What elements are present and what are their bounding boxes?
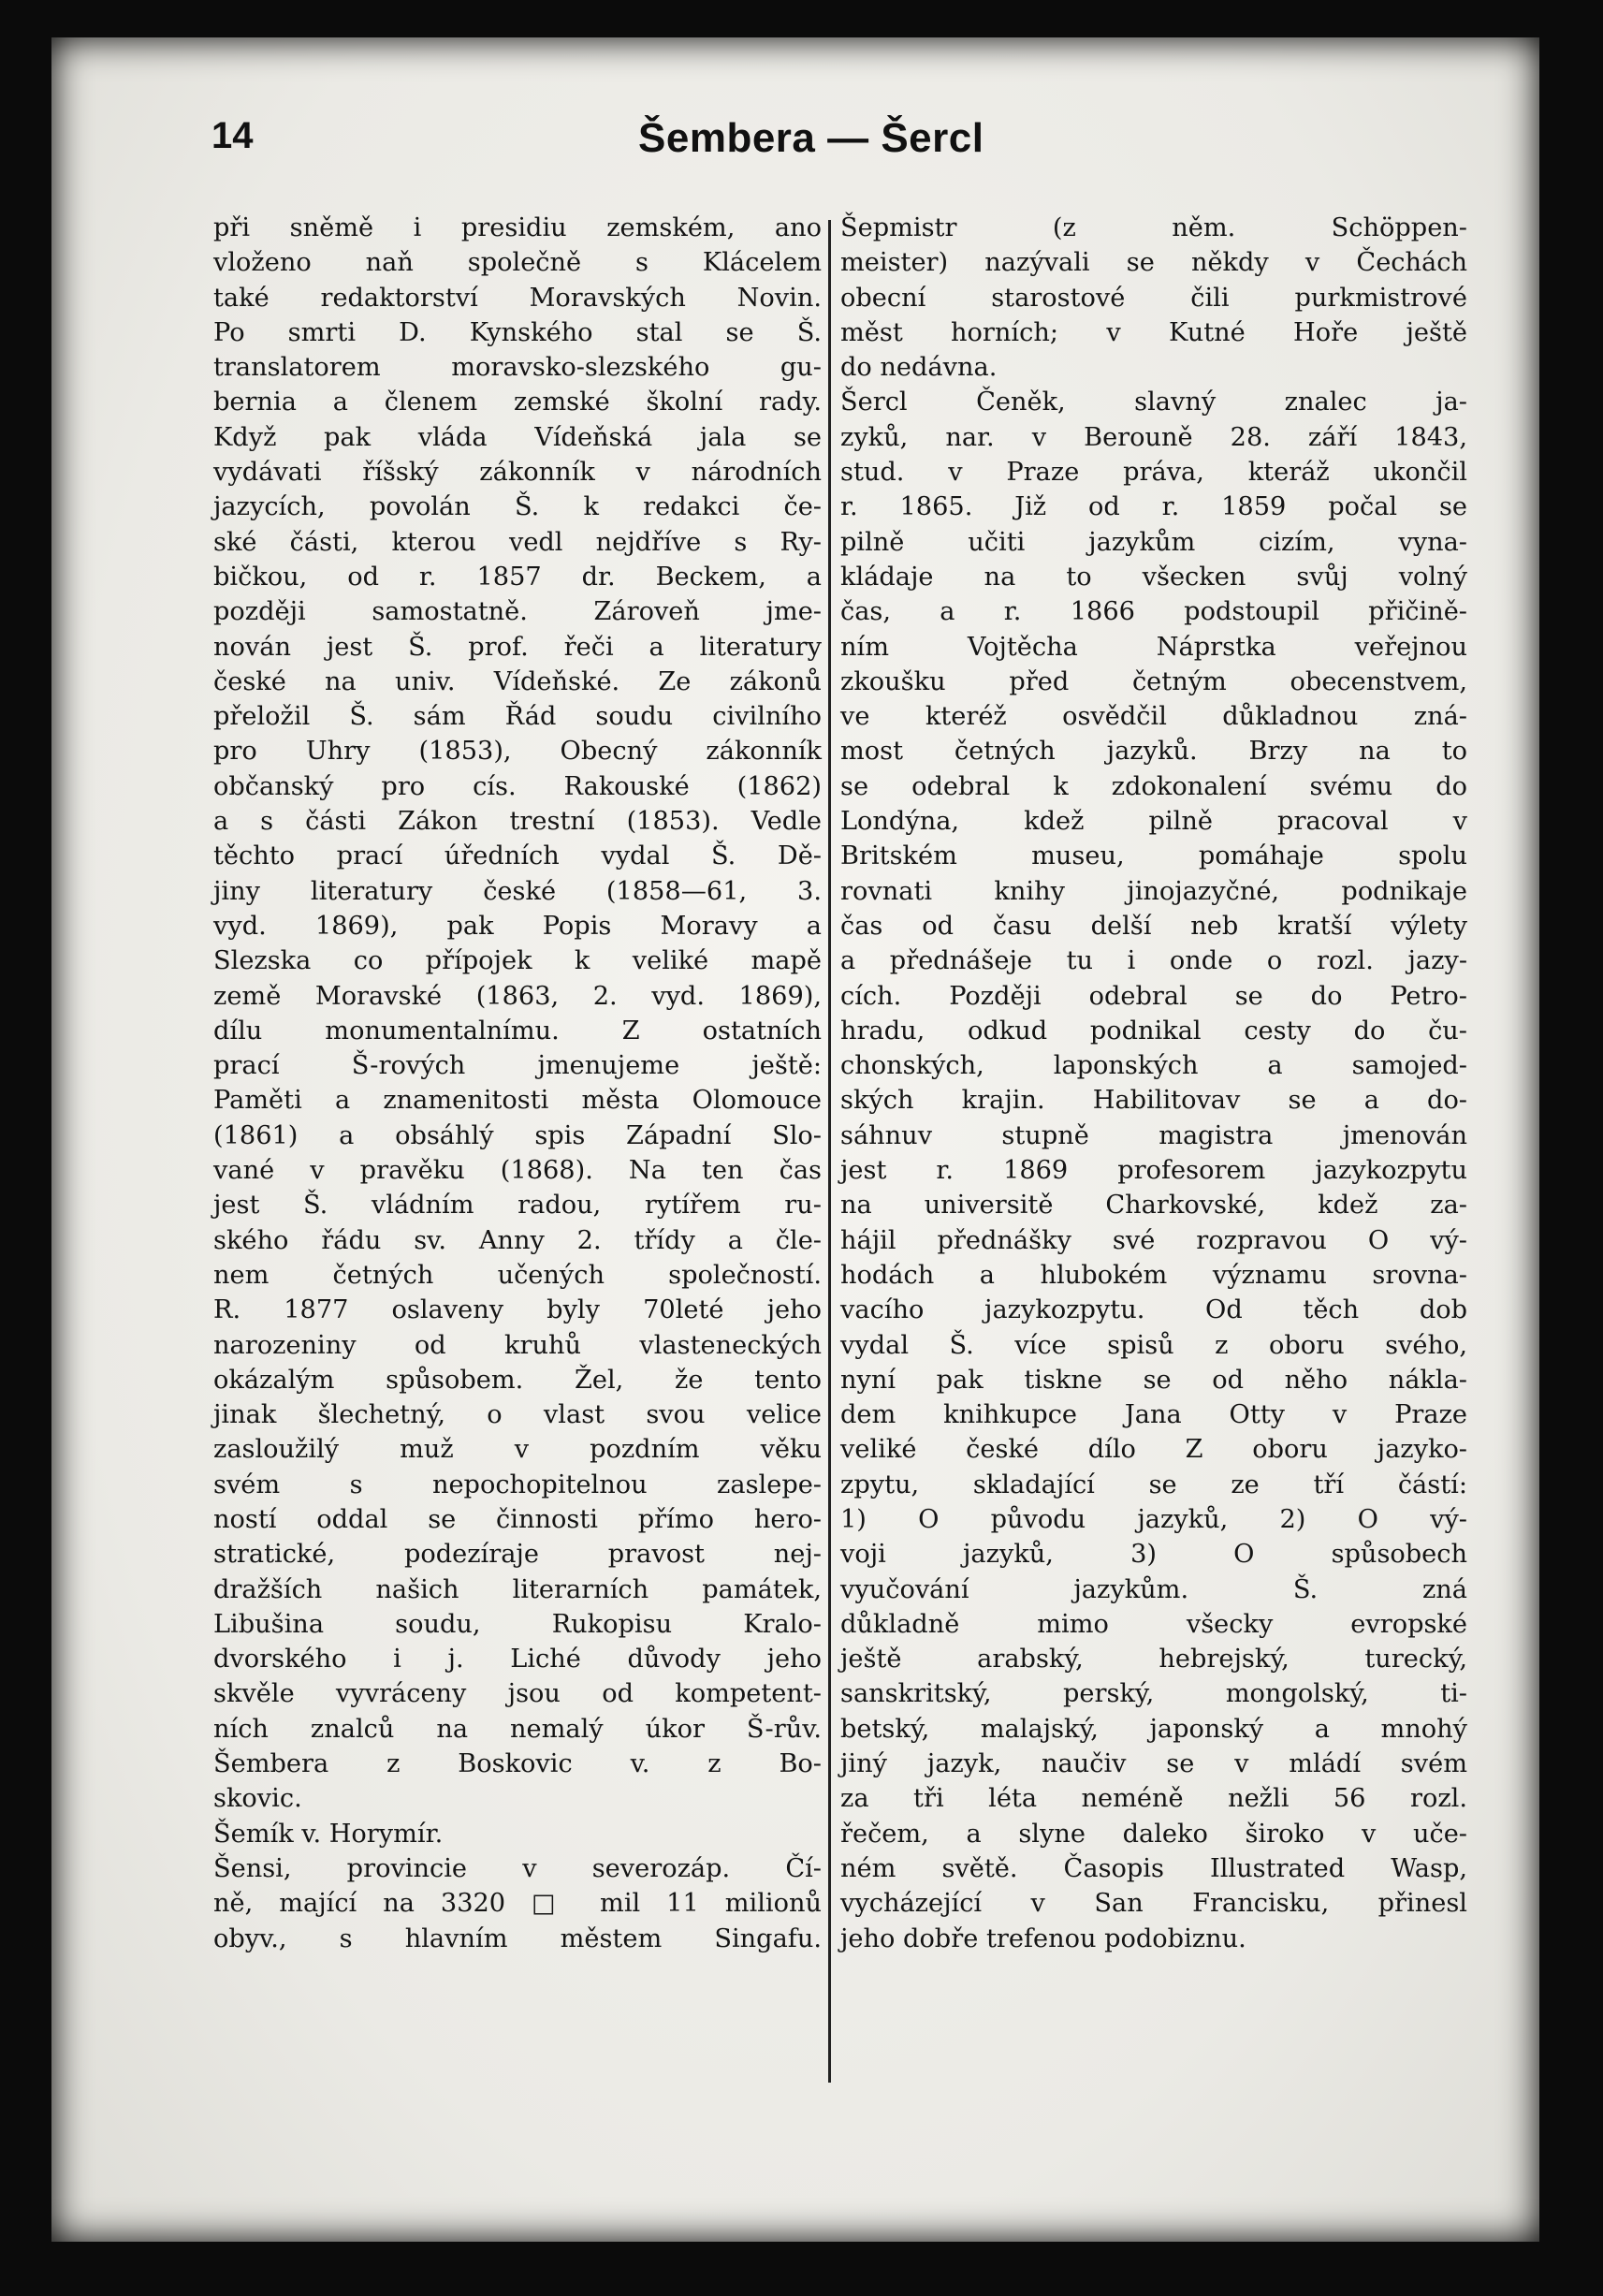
text-line: voji jazyků, 3) O spůsobech [840, 1540, 1467, 1570]
text-line: jest r. 1869 profesorem jazykozpytu [840, 1156, 1467, 1186]
entry-sensi: Šensi, provincie v severozáp. Čí- [213, 1853, 822, 1883]
text-line: těchto prací úředních vydal Š. Dě- [213, 841, 822, 871]
text-line: za tři léta neméně nežli 56 rozl. [840, 1784, 1467, 1814]
text-line: chonských, laponských a samojed- [840, 1051, 1467, 1081]
text-line: jeho dobře trefenou podobiznu. [840, 1923, 1246, 1953]
text-line: měst horních; v Kutné Hoře ještě [840, 317, 1467, 347]
text-line: Paměti a znamenitosti města Olomouce [213, 1086, 822, 1116]
text-line: země Moravské (1863, 2. vyd. 1869), [213, 981, 822, 1011]
text-line: vyd. 1869), pak Popis Moravy a [213, 911, 822, 941]
text-line: ještě arabský, hebrejský, turecký, [840, 1645, 1467, 1674]
text-line: okázalým spůsobem. Žel, že tento [213, 1365, 822, 1395]
text-line: jest Š. vládním radou, rytířem ru- [213, 1191, 822, 1221]
text-line: dem knihkupce Jana Otty v Praze [840, 1400, 1467, 1430]
text-line: na universitě Charkovské, kdež za- [840, 1191, 1467, 1221]
text-line: ských krajin. Habilitovav se a do- [840, 1086, 1467, 1116]
text-line: narozeniny od kruhů vlasteneckých [213, 1330, 822, 1360]
text-line: sanskritský, perský, mongolský, ti- [840, 1679, 1467, 1709]
text-line: čas, a r. 1866 podstoupil přičině- [840, 597, 1467, 627]
text-line: ném světě. Časopis Illustrated Wasp, [840, 1853, 1467, 1883]
text-line: Londýna, kdež pilně pracoval v [840, 807, 1467, 837]
entry-sercl: Šercl Čeněk, slavný znalec ja- [840, 388, 1467, 417]
text-line: cích. Později odebral se do Petro- [840, 981, 1467, 1011]
text-line: vycházející v San Francisku, přinesl [840, 1889, 1467, 1919]
text-line: rovnati knihy jinojazyčné, podnikaje [840, 876, 1467, 906]
text-line: ve kteréž osvědčil důkladnou zná- [840, 702, 1467, 732]
text-line: jiny literatury české (1858—61, 3. [213, 876, 822, 906]
text-line: 1) O původu jazyků, 2) O vý- [840, 1504, 1467, 1534]
entry-sembera: Šembera z Boskovic v. z Bo- [213, 1749, 822, 1779]
text-line: a s části Zákon trestní (1853). Vedle [213, 807, 822, 837]
text-line: vacího jazykozpytu. Od těch dob [840, 1295, 1467, 1325]
entry-semik: Šemík v. Horymír. [213, 1819, 444, 1849]
text-line: později samostatně. Zároveň jme- [213, 597, 822, 627]
text-line: ním Vojtěcha Náprstka veřejnou [840, 632, 1467, 662]
text-line: bičkou, od r. 1857 dr. Beckem, a [213, 562, 822, 592]
text-line: zasloužilý muž v pozdním věku [213, 1435, 822, 1465]
text-line: dražších našich literarních památek, [213, 1574, 822, 1604]
text-line: vydal Š. více spisů z oboru svého, [840, 1330, 1467, 1360]
text-line: jiný jazyk, naučiv se v mládí svém [840, 1749, 1467, 1779]
text-line: stratické, podezíraje pravost nej- [213, 1540, 822, 1570]
text-line: obecní starostové čili purkmistrové [840, 283, 1467, 313]
text-line: řečem, a slyne daleko široko v uče- [840, 1819, 1467, 1849]
text-line: dvorského i j. Liché důvody jeho [213, 1645, 822, 1674]
text-line: hájil přednášky své rozpravou O vý- [840, 1225, 1467, 1255]
text-line: nyní pak tiskne se od něho nákla- [840, 1365, 1467, 1395]
text-line: nem četných učených společností. [213, 1260, 822, 1290]
text-line: Slezska co přípojek k veliké mapě [213, 946, 822, 976]
text-line: bernia a členem zemské školní rady. [213, 388, 822, 417]
text-line: ností oddal se činnosti přímo hero- [213, 1504, 822, 1534]
text-line: nován jest Š. prof. řeči a literatury [213, 632, 822, 662]
text-line: také redaktorství Moravských Novin. [213, 283, 822, 313]
text-line: Britském museu, pomáhaje spolu [840, 841, 1467, 871]
text-line: zpytu, skladající se ze tří částí: [840, 1470, 1467, 1499]
text-line: občanský pro cís. Rakouské (1862) [213, 771, 822, 801]
text-line: sáhnuv stupně magistra jmenován [840, 1120, 1467, 1150]
text-line: skovic. [213, 1784, 302, 1814]
text-line: (1861) a obsáhlý spis Západní Slo- [213, 1120, 822, 1150]
text-line: vané v pravěku (1868). Na ten čas [213, 1156, 822, 1186]
text-line: vyučování jazykům. Š. zná [840, 1574, 1467, 1604]
page-header [211, 115, 1531, 171]
text-line: Libušina soudu, Rukopisu Kralo- [213, 1609, 822, 1639]
text-line: kládaje na to všecken svůj volný [840, 562, 1467, 592]
text-line: přeložil Š. sám Řád soudu civilního [213, 702, 822, 732]
text-line: vloženo naň společně s Klácelem [213, 248, 822, 278]
text-line: do nedávna. [840, 353, 998, 383]
text-line: a přednášeje tu i onde o rozl. jazy- [840, 946, 1467, 976]
text-line: betský, malajský, japonský a mnohý [840, 1714, 1467, 1744]
text-line: zkoušku před četným obecenstvem, [840, 666, 1467, 696]
right-column [840, 211, 1467, 1956]
text-line: Když pak vláda Vídeňská jala se [213, 422, 822, 452]
text-line: ních znalců na nemalý úkor Š-rův. [213, 1714, 822, 1744]
text-line: most četných jazyků. Brzy na to [840, 737, 1467, 767]
text-line: Po smrti D. Kynského stal se Š. [213, 317, 822, 347]
text-line: se odebral k zdokonalení svému do [840, 771, 1467, 801]
text-line: r. 1865. Již od r. 1859 počal se [840, 492, 1467, 522]
text-line: čas od času delší neb kratší výlety [840, 911, 1467, 941]
text-line: pilně učiti jazykům cizím, vyna- [840, 527, 1467, 557]
text-line: jinak šlechetný, o vlast svou velice [213, 1400, 822, 1430]
text-line: hodách a hlubokém významu srovna- [840, 1260, 1467, 1290]
text-line: dílu monumentalnímu. Z ostatních [213, 1016, 822, 1046]
text-line: meister) nazývali se někdy v Čechách [840, 248, 1467, 278]
left-column [213, 211, 822, 1956]
text-line: vydávati říšský zákonník v národních [213, 458, 822, 488]
text-line: R. 1877 oslaveny byly 70leté jeho [213, 1295, 822, 1325]
text-line: pro Uhry (1853), Obecný zákonník [213, 737, 822, 767]
text-line: obyv., s hlavním městem Singafu. [213, 1923, 822, 1953]
text-line: hradu, odkud podnikal cesty do ču- [840, 1016, 1467, 1046]
text-line: ně, mající na 3320 □ mil 11 milionů [213, 1889, 822, 1919]
text-line: translatorem moravsko-slezského gu- [213, 353, 822, 383]
text-line: české na univ. Vídeňské. Ze zákonů [213, 666, 822, 696]
text-line: svém s nepochopitelnou zaslepe- [213, 1470, 822, 1499]
text-line: ské části, kterou vedl nejdříve s Ry- [213, 527, 822, 557]
text-line: skvěle vyvráceny jsou od kompetent- [213, 1679, 822, 1709]
running-head: Šembera — Šercl [638, 115, 984, 161]
page-number: 14 [211, 115, 254, 156]
text-line: veliké české dílo Z oboru jazyko- [840, 1435, 1467, 1465]
text-line: ského řádu sv. Anny 2. třídy a čle- [213, 1225, 822, 1255]
text-line: při sněmě i presidiu zemském, ano [213, 213, 822, 242]
entry-sepmistr: Šepmistr (z něm. Schöppen- [840, 213, 1467, 242]
text-line: zyků, nar. v Berouně 28. září 1843, [840, 422, 1467, 452]
text-line: prací Š-rových jmenujeme ještě: [213, 1051, 822, 1081]
text-line: stud. v Praze práva, kteráž ukončil [840, 458, 1467, 488]
text-line: jazycích, povolán Š. k redakci če- [213, 492, 822, 522]
text-line: důkladně mimo všecky evropské [840, 1609, 1467, 1639]
column-divider [828, 220, 831, 2083]
